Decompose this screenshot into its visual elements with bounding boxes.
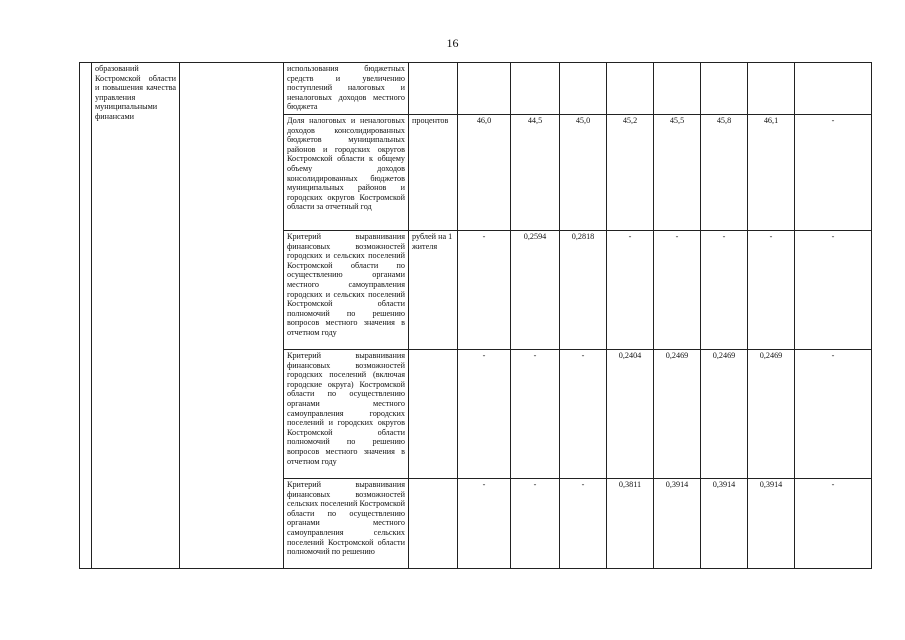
value-cell xyxy=(748,63,795,115)
value-cell: - xyxy=(795,115,872,231)
value-cell: 45,8 xyxy=(701,115,748,231)
value-cell: - xyxy=(560,479,607,569)
value-cell: 0,2469 xyxy=(701,350,748,479)
program-indicators-table xyxy=(79,62,872,569)
unit-cell xyxy=(409,63,458,115)
value-cell xyxy=(607,63,654,115)
value-cell: 0,2404 xyxy=(607,350,654,479)
value-cell: 46,0 xyxy=(458,115,511,231)
value-cell: 45,2 xyxy=(607,115,654,231)
task-name-cell: образований Костромской области и повышения качества управления муниципальными финансами xyxy=(92,63,180,569)
value-cell xyxy=(795,63,872,115)
value-cell xyxy=(511,63,560,115)
unit-cell: процентов xyxy=(409,115,458,231)
value-cell xyxy=(654,63,701,115)
value-cell: - xyxy=(458,479,511,569)
indicator-name: Критерий выравнивания финансовых возможностей городских и сельских поселений Костромской области по осуществлению органами местного самоуправления городских и сельских поселений Костромской области полномочий по решению вопросов местного значения в отчетном году xyxy=(284,231,409,350)
value-cell: 0,3914 xyxy=(654,479,701,569)
indicator-name: Критерий выравнивания финансовых возможностей городских поселений (включая городские округа) Костромской области по осуществлению органами местного самоуправления городских поселений и городских округов Костромской области полномочий по решению вопросов местного значения в отчетном году xyxy=(284,350,409,479)
value-cell: - xyxy=(511,350,560,479)
value-cell: - xyxy=(458,231,511,350)
indicator-name: Критерий выравнивания финансовых возможностей сельских поселений Костромской области по осуществлению органами местного самоуправления сельских поселений Костромской области полномочий по решению xyxy=(284,479,409,569)
value-cell: - xyxy=(701,231,748,350)
value-cell: - xyxy=(511,479,560,569)
value-cell: 46,1 xyxy=(748,115,795,231)
page-number: 16 xyxy=(446,36,459,50)
indicator-name: Доля налоговых и неналоговых доходов консолидированных бюджетов муниципальных районов и городских округов Костромской области к общему объему доходов консолидированных бюджетов муниципальных районов и городских округов Костромской области за отчетный год xyxy=(284,115,409,231)
number-cell xyxy=(80,63,92,569)
value-cell xyxy=(701,63,748,115)
table-row xyxy=(80,63,872,115)
value-cell: 0,2469 xyxy=(748,350,795,479)
value-cell: - xyxy=(795,479,872,569)
value-cell: 0,3811 xyxy=(607,479,654,569)
unit-cell: рублей на 1 жителя xyxy=(409,231,458,350)
value-cell: 45,0 xyxy=(560,115,607,231)
value-cell xyxy=(458,63,511,115)
value-cell: - xyxy=(560,350,607,479)
value-cell xyxy=(560,63,607,115)
indicator-name: использования бюджетных средств и увеличению поступлений налоговых и неналоговых доходов местного бюджета xyxy=(284,63,409,115)
value-cell: 0,2818 xyxy=(560,231,607,350)
value-cell: 0,3914 xyxy=(748,479,795,569)
unit-cell xyxy=(409,479,458,569)
value-cell: - xyxy=(795,350,872,479)
value-cell: 0,3914 xyxy=(701,479,748,569)
executor-cell xyxy=(180,63,284,569)
value-cell: 44,5 xyxy=(511,115,560,231)
value-cell: 45,5 xyxy=(654,115,701,231)
value-cell: - xyxy=(458,350,511,479)
unit-cell xyxy=(409,350,458,479)
value-cell: - xyxy=(748,231,795,350)
value-cell: - xyxy=(795,231,872,350)
value-cell: - xyxy=(654,231,701,350)
value-cell: 0,2594 xyxy=(511,231,560,350)
value-cell: - xyxy=(607,231,654,350)
value-cell: 0,2469 xyxy=(654,350,701,479)
